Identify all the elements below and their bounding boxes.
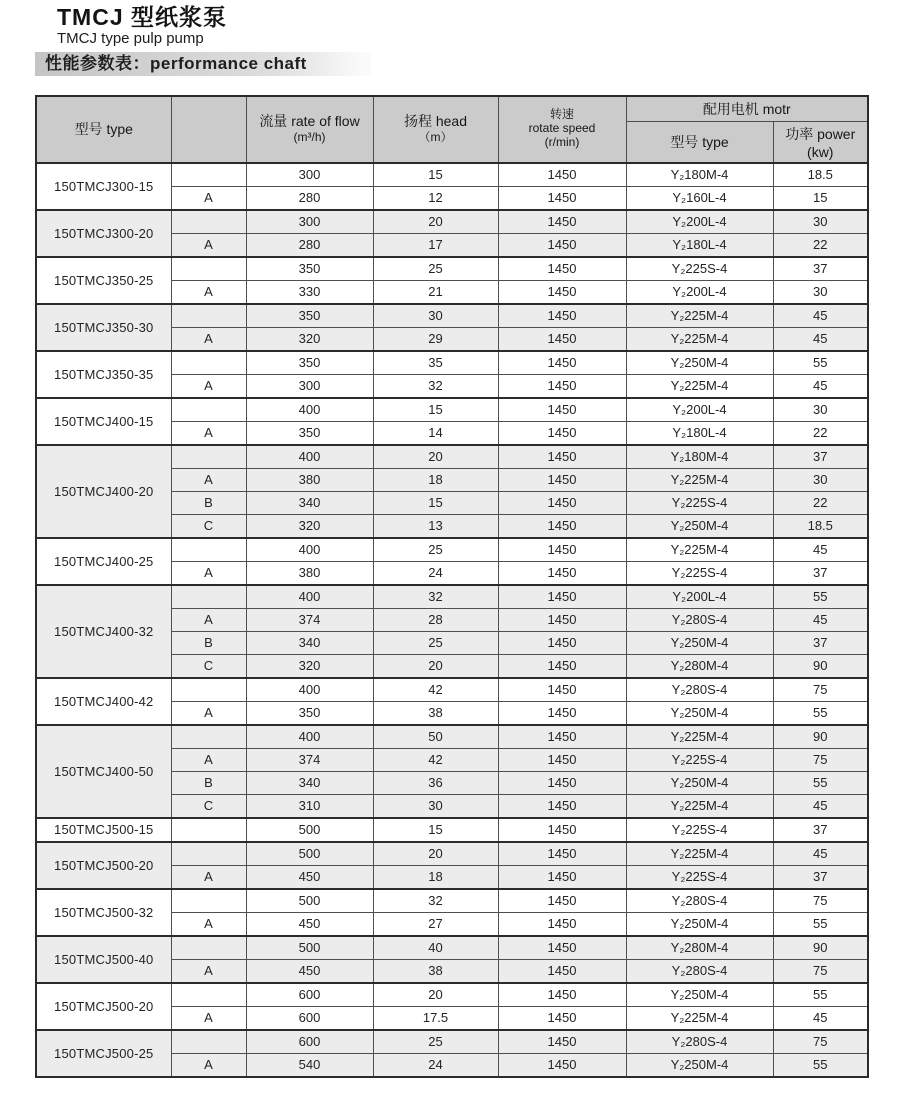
- variant-cell: C: [171, 794, 246, 818]
- model-cell: 150TMCJ500-40: [36, 936, 171, 983]
- flow-cell: 450: [246, 959, 373, 983]
- header-flow-line2: (m³/h): [293, 129, 326, 144]
- variant-cell: A: [171, 608, 246, 631]
- speed-cell: 1450: [498, 725, 626, 749]
- variant-cell: A: [171, 1006, 246, 1030]
- power-cell: 55: [773, 912, 868, 936]
- model-cell: 150TMCJ500-32: [36, 889, 171, 936]
- motor-cell: Y₂180M-4: [626, 163, 773, 187]
- head-cell: 18: [373, 865, 498, 889]
- header-head-line1: 扬程 head: [403, 113, 468, 130]
- speed-cell: 1450: [498, 1030, 626, 1054]
- flow-cell: 330: [246, 280, 373, 304]
- head-cell: 42: [373, 748, 498, 771]
- speed-cell: 1450: [498, 304, 626, 328]
- table-row: [36, 210, 868, 234]
- table-row: [36, 445, 868, 469]
- power-cell: 75: [773, 748, 868, 771]
- power-cell: 45: [773, 304, 868, 328]
- performance-table-body: [36, 163, 868, 1077]
- motor-cell: Y₂250M-4: [626, 1053, 773, 1077]
- motor-cell: Y₂200L-4: [626, 398, 773, 422]
- speed-cell: 1450: [498, 771, 626, 794]
- head-cell: 38: [373, 701, 498, 725]
- head-cell: 50: [373, 725, 498, 749]
- head-cell: 30: [373, 794, 498, 818]
- power-cell: 30: [773, 468, 868, 491]
- header-speed-line3: (r/min): [544, 134, 580, 149]
- speed-cell: 1450: [498, 186, 626, 210]
- flow-cell: 350: [246, 351, 373, 375]
- power-cell: 22: [773, 233, 868, 257]
- table-header: [36, 96, 868, 163]
- speed-cell: 1450: [498, 210, 626, 234]
- model-cell: 150TMCJ400-15: [36, 398, 171, 445]
- head-cell: 42: [373, 678, 498, 702]
- motor-cell: Y₂225S-4: [626, 561, 773, 585]
- motor-cell: Y₂225S-4: [626, 257, 773, 281]
- head-cell: 28: [373, 608, 498, 631]
- model-cell: 150TMCJ350-30: [36, 304, 171, 351]
- head-cell: 12: [373, 186, 498, 210]
- variant-cell: A: [171, 959, 246, 983]
- power-cell: 45: [773, 538, 868, 562]
- model-cell: 150TMCJ300-15: [36, 163, 171, 210]
- flow-cell: 350: [246, 421, 373, 445]
- header-motor-model: 型号 type: [626, 121, 773, 163]
- table-row: [36, 983, 868, 1007]
- motor-cell: Y₂225S-4: [626, 865, 773, 889]
- header-speed-line1: 转速: [549, 107, 574, 122]
- variant-cell: A: [171, 374, 246, 398]
- motor-cell: Y₂160L-4: [626, 186, 773, 210]
- flow-cell: 310: [246, 794, 373, 818]
- model-cell: 150TMCJ400-20: [36, 445, 171, 538]
- flow-cell: 300: [246, 210, 373, 234]
- flow-cell: 500: [246, 889, 373, 913]
- speed-cell: 1450: [498, 842, 626, 866]
- head-cell: 14: [373, 421, 498, 445]
- variant-cell: [171, 163, 246, 187]
- flow-cell: 300: [246, 374, 373, 398]
- speed-cell: 1450: [498, 233, 626, 257]
- speed-cell: 1450: [498, 1053, 626, 1077]
- power-cell: 37: [773, 631, 868, 654]
- flow-cell: 400: [246, 585, 373, 609]
- flow-cell: 300: [246, 163, 373, 187]
- variant-cell: A: [171, 421, 246, 445]
- model-cell: 150TMCJ350-35: [36, 351, 171, 398]
- head-cell: 27: [373, 912, 498, 936]
- flow-cell: 374: [246, 608, 373, 631]
- speed-cell: 1450: [498, 561, 626, 585]
- head-cell: 36: [373, 771, 498, 794]
- flow-cell: 340: [246, 491, 373, 514]
- speed-cell: 1450: [498, 701, 626, 725]
- variant-cell: [171, 538, 246, 562]
- section-header-bar: 性能参数表：performance chaft: [35, 52, 371, 76]
- flow-cell: 500: [246, 936, 373, 960]
- table-row: [36, 538, 868, 562]
- motor-cell: Y₂225M-4: [626, 538, 773, 562]
- model-cell: 150TMCJ500-20: [36, 842, 171, 889]
- table-row: [36, 936, 868, 960]
- variant-cell: A: [171, 280, 246, 304]
- model-cell: 150TMCJ400-25: [36, 538, 171, 585]
- flow-cell: 400: [246, 725, 373, 749]
- model-cell: 150TMCJ400-32: [36, 585, 171, 678]
- table-row: [36, 351, 868, 375]
- flow-cell: 450: [246, 865, 373, 889]
- motor-cell: Y₂280M-4: [626, 654, 773, 678]
- variant-cell: [171, 725, 246, 749]
- flow-cell: 400: [246, 445, 373, 469]
- flow-cell: 320: [246, 514, 373, 538]
- motor-cell: Y₂225M-4: [626, 842, 773, 866]
- flow-cell: 340: [246, 631, 373, 654]
- flow-cell: 400: [246, 678, 373, 702]
- head-cell: 25: [373, 1030, 498, 1054]
- speed-cell: 1450: [498, 445, 626, 469]
- header-head-line2: （m）: [418, 129, 453, 144]
- header-model: 型号 type: [36, 96, 171, 163]
- speed-cell: 1450: [498, 678, 626, 702]
- model-cell: 150TMCJ500-15: [36, 818, 171, 842]
- power-cell: 90: [773, 936, 868, 960]
- power-cell: 30: [773, 398, 868, 422]
- flow-cell: 540: [246, 1053, 373, 1077]
- motor-cell: Y₂225M-4: [626, 725, 773, 749]
- flow-cell: 280: [246, 233, 373, 257]
- power-cell: 37: [773, 445, 868, 469]
- motor-cell: Y₂250M-4: [626, 351, 773, 375]
- motor-cell: Y₂250M-4: [626, 701, 773, 725]
- flow-cell: 500: [246, 818, 373, 842]
- head-cell: 32: [373, 889, 498, 913]
- flow-cell: 320: [246, 327, 373, 351]
- motor-cell: Y₂225S-4: [626, 491, 773, 514]
- motor-cell: Y₂180L-4: [626, 233, 773, 257]
- flow-cell: 400: [246, 538, 373, 562]
- speed-cell: 1450: [498, 468, 626, 491]
- power-cell: 18.5: [773, 514, 868, 538]
- flow-cell: 380: [246, 561, 373, 585]
- model-cell: 150TMCJ500-25: [36, 1030, 171, 1077]
- head-cell: 24: [373, 1053, 498, 1077]
- motor-cell: Y₂200L-4: [626, 585, 773, 609]
- flow-cell: 600: [246, 1030, 373, 1054]
- variant-cell: [171, 257, 246, 281]
- variant-cell: [171, 983, 246, 1007]
- motor-cell: Y₂280S-4: [626, 608, 773, 631]
- speed-cell: 1450: [498, 351, 626, 375]
- page-title: TMCJ 型纸浆泵: [57, 4, 227, 30]
- variant-cell: A: [171, 1053, 246, 1077]
- speed-cell: 1450: [498, 889, 626, 913]
- motor-cell: Y₂250M-4: [626, 983, 773, 1007]
- head-cell: 20: [373, 210, 498, 234]
- power-cell: 45: [773, 1006, 868, 1030]
- speed-cell: 1450: [498, 936, 626, 960]
- power-cell: 30: [773, 280, 868, 304]
- speed-cell: 1450: [498, 398, 626, 422]
- variant-cell: C: [171, 654, 246, 678]
- head-cell: 20: [373, 654, 498, 678]
- power-cell: 55: [773, 585, 868, 609]
- motor-cell: Y₂225M-4: [626, 1006, 773, 1030]
- variant-cell: [171, 304, 246, 328]
- header-flow: [246, 96, 373, 163]
- flow-cell: 350: [246, 701, 373, 725]
- head-cell: 32: [373, 585, 498, 609]
- motor-cell: Y₂250M-4: [626, 631, 773, 654]
- power-cell: 55: [773, 1053, 868, 1077]
- head-cell: 35: [373, 351, 498, 375]
- head-cell: 38: [373, 959, 498, 983]
- speed-cell: 1450: [498, 1006, 626, 1030]
- model-cell: 150TMCJ500-20: [36, 983, 171, 1030]
- speed-cell: 1450: [498, 959, 626, 983]
- motor-cell: Y₂250M-4: [626, 514, 773, 538]
- table-row: [36, 889, 868, 913]
- power-cell: 75: [773, 1030, 868, 1054]
- power-cell: 45: [773, 608, 868, 631]
- table-row: [36, 818, 868, 842]
- motor-cell: Y₂250M-4: [626, 912, 773, 936]
- motor-cell: Y₂200L-4: [626, 280, 773, 304]
- table-row: [36, 725, 868, 749]
- head-cell: 21: [373, 280, 498, 304]
- flow-cell: 500: [246, 842, 373, 866]
- variant-cell: [171, 398, 246, 422]
- header-head: [373, 96, 498, 163]
- flow-cell: 280: [246, 186, 373, 210]
- head-cell: 40: [373, 936, 498, 960]
- flow-cell: 320: [246, 654, 373, 678]
- variant-cell: [171, 210, 246, 234]
- power-cell: 37: [773, 561, 868, 585]
- motor-cell: Y₂280M-4: [626, 936, 773, 960]
- power-cell: 15: [773, 186, 868, 210]
- speed-cell: 1450: [498, 608, 626, 631]
- flow-cell: 350: [246, 257, 373, 281]
- flow-cell: 340: [246, 771, 373, 794]
- power-cell: 45: [773, 374, 868, 398]
- speed-cell: 1450: [498, 280, 626, 304]
- variant-cell: A: [171, 186, 246, 210]
- power-cell: 30: [773, 210, 868, 234]
- variant-cell: [171, 936, 246, 960]
- head-cell: 17: [373, 233, 498, 257]
- head-cell: 15: [373, 491, 498, 514]
- speed-cell: 1450: [498, 257, 626, 281]
- flow-cell: 380: [246, 468, 373, 491]
- head-cell: 18: [373, 468, 498, 491]
- motor-cell: Y₂280S-4: [626, 959, 773, 983]
- head-cell: 15: [373, 163, 498, 187]
- header-row-1: [36, 96, 868, 122]
- motor-cell: Y₂225M-4: [626, 327, 773, 351]
- head-cell: 29: [373, 327, 498, 351]
- head-cell: 20: [373, 983, 498, 1007]
- variant-cell: A: [171, 561, 246, 585]
- variant-cell: [171, 842, 246, 866]
- flow-cell: 350: [246, 304, 373, 328]
- model-cell: 150TMCJ400-50: [36, 725, 171, 818]
- table-row: [36, 585, 868, 609]
- variant-cell: C: [171, 514, 246, 538]
- power-cell: 22: [773, 491, 868, 514]
- header-motor-group: 配用电机 motr: [626, 96, 868, 122]
- head-cell: 24: [373, 561, 498, 585]
- variant-cell: [171, 1030, 246, 1054]
- head-cell: 17.5: [373, 1006, 498, 1030]
- speed-cell: 1450: [498, 654, 626, 678]
- title-block: [0, 0, 900, 48]
- page-subtitle: TMCJ type pulp pump: [57, 30, 204, 48]
- header-speed: [498, 96, 626, 163]
- head-cell: 32: [373, 374, 498, 398]
- motor-cell: Y₂280S-4: [626, 889, 773, 913]
- flow-cell: 374: [246, 748, 373, 771]
- speed-cell: 1450: [498, 514, 626, 538]
- power-cell: 45: [773, 794, 868, 818]
- model-cell: 150TMCJ400-42: [36, 678, 171, 725]
- variant-cell: [171, 678, 246, 702]
- power-cell: 75: [773, 889, 868, 913]
- variant-cell: A: [171, 912, 246, 936]
- motor-cell: Y₂225M-4: [626, 304, 773, 328]
- power-cell: 45: [773, 327, 868, 351]
- speed-cell: 1450: [498, 983, 626, 1007]
- flow-cell: 400: [246, 398, 373, 422]
- speed-cell: 1450: [498, 327, 626, 351]
- variant-cell: [171, 818, 246, 842]
- power-cell: 90: [773, 654, 868, 678]
- speed-cell: 1450: [498, 538, 626, 562]
- variant-cell: A: [171, 748, 246, 771]
- table-row: [36, 304, 868, 328]
- variant-cell: A: [171, 865, 246, 889]
- variant-cell: [171, 445, 246, 469]
- speed-cell: 1450: [498, 818, 626, 842]
- table-row: [36, 842, 868, 866]
- header-speed-line2: rotate speed: [528, 121, 596, 136]
- motor-cell: Y₂225S-4: [626, 818, 773, 842]
- table-row: [36, 678, 868, 702]
- motor-cell: Y₂280S-4: [626, 678, 773, 702]
- performance-table: [35, 95, 869, 1078]
- variant-cell: [171, 585, 246, 609]
- speed-cell: 1450: [498, 865, 626, 889]
- power-cell: 55: [773, 983, 868, 1007]
- power-cell: 45: [773, 842, 868, 866]
- variant-cell: [171, 889, 246, 913]
- power-cell: 55: [773, 771, 868, 794]
- table-row: [36, 163, 868, 187]
- header-variant: [171, 96, 246, 163]
- variant-cell: [171, 351, 246, 375]
- motor-cell: Y₂225M-4: [626, 374, 773, 398]
- head-cell: 25: [373, 257, 498, 281]
- table-row: [36, 398, 868, 422]
- header-flow-line1: 流量 rate of flow: [259, 113, 360, 130]
- motor-cell: Y₂200L-4: [626, 210, 773, 234]
- motor-cell: Y₂250M-4: [626, 771, 773, 794]
- variant-cell: A: [171, 327, 246, 351]
- power-cell: 37: [773, 257, 868, 281]
- model-cell: 150TMCJ300-20: [36, 210, 171, 257]
- power-cell: 75: [773, 959, 868, 983]
- power-cell: 22: [773, 421, 868, 445]
- power-cell: 55: [773, 701, 868, 725]
- motor-cell: Y₂280S-4: [626, 1030, 773, 1054]
- flow-cell: 450: [246, 912, 373, 936]
- speed-cell: 1450: [498, 374, 626, 398]
- speed-cell: 1450: [498, 163, 626, 187]
- flow-cell: 600: [246, 983, 373, 1007]
- speed-cell: 1450: [498, 912, 626, 936]
- variant-cell: B: [171, 491, 246, 514]
- head-cell: 30: [373, 304, 498, 328]
- variant-cell: A: [171, 233, 246, 257]
- speed-cell: 1450: [498, 585, 626, 609]
- head-cell: 25: [373, 538, 498, 562]
- header-motor-power: 功率 power (kw): [773, 121, 868, 163]
- speed-cell: 1450: [498, 491, 626, 514]
- head-cell: 20: [373, 842, 498, 866]
- head-cell: 15: [373, 818, 498, 842]
- motor-cell: Y₂180L-4: [626, 421, 773, 445]
- table-row: [36, 1030, 868, 1054]
- flow-cell: 600: [246, 1006, 373, 1030]
- speed-cell: 1450: [498, 631, 626, 654]
- variant-cell: B: [171, 771, 246, 794]
- power-cell: 37: [773, 865, 868, 889]
- motor-cell: Y₂225M-4: [626, 794, 773, 818]
- motor-cell: Y₂180M-4: [626, 445, 773, 469]
- head-cell: 25: [373, 631, 498, 654]
- speed-cell: 1450: [498, 748, 626, 771]
- variant-cell: B: [171, 631, 246, 654]
- table-row: [36, 257, 868, 281]
- speed-cell: 1450: [498, 794, 626, 818]
- power-cell: 18.5: [773, 163, 868, 187]
- head-cell: 15: [373, 398, 498, 422]
- power-cell: 90: [773, 725, 868, 749]
- motor-cell: Y₂225M-4: [626, 468, 773, 491]
- power-cell: 37: [773, 818, 868, 842]
- head-cell: 13: [373, 514, 498, 538]
- motor-cell: Y₂225S-4: [626, 748, 773, 771]
- power-cell: 75: [773, 678, 868, 702]
- power-cell: 55: [773, 351, 868, 375]
- variant-cell: A: [171, 468, 246, 491]
- model-cell: 150TMCJ350-25: [36, 257, 171, 304]
- speed-cell: 1450: [498, 421, 626, 445]
- variant-cell: A: [171, 701, 246, 725]
- head-cell: 20: [373, 445, 498, 469]
